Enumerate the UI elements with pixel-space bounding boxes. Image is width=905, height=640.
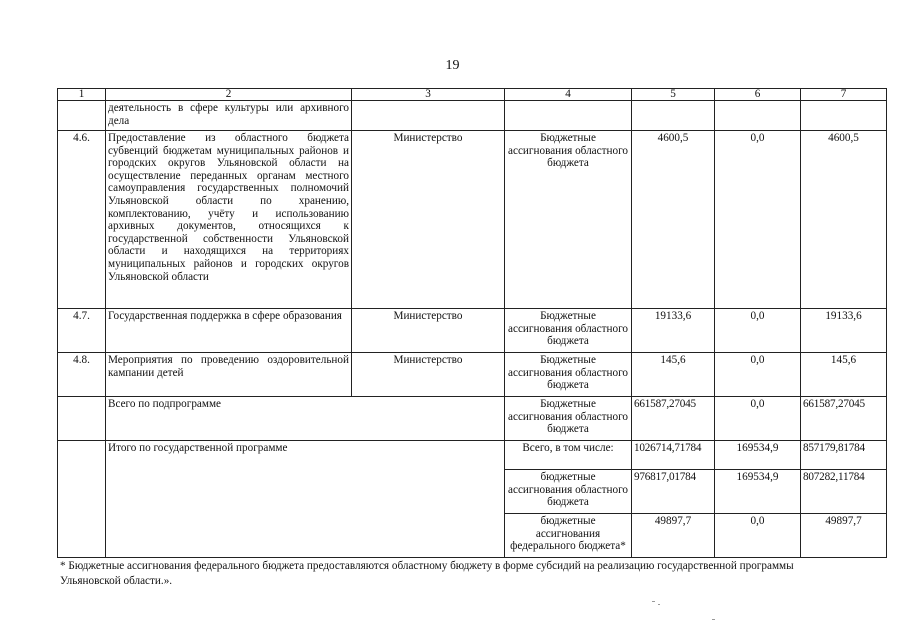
table-row (58, 101, 887, 131)
total-col7: 807282,11784 (801, 470, 887, 514)
column-number: 4 (505, 89, 632, 101)
total-col6: 169534,9 (715, 470, 801, 514)
row-col6: 0,0 (715, 309, 801, 353)
total-col5: 1026714,71784 (632, 441, 715, 470)
subtotal-row (58, 397, 887, 441)
scan-speck (712, 619, 715, 620)
total-col6: 0,0 (715, 514, 801, 558)
subtotal-col5: 661587,27045 (632, 397, 715, 441)
column-number: 6 (715, 89, 801, 101)
row-col6 (715, 101, 801, 131)
total-col5: 976817,01784 (632, 470, 715, 514)
subtotal-col7: 661587,27045 (801, 397, 887, 441)
table-row (58, 353, 887, 397)
table-row (58, 131, 887, 309)
row-executor: Министерство (352, 353, 505, 397)
page-number: 19 (445, 58, 460, 73)
total-label: Итого по государственной программе (106, 441, 505, 558)
row-col7 (801, 101, 887, 131)
row-number (58, 101, 106, 131)
subtotal-source: Бюджетные ассигнования областного бюджета (505, 397, 632, 441)
total-col7: 49897,7 (801, 514, 887, 558)
total-source: Всего, в том числе: (505, 441, 632, 470)
column-number: 7 (801, 89, 887, 101)
total-row (58, 441, 887, 470)
row-col7: 19133,6 (801, 309, 887, 353)
total-col6: 169534,9 (715, 441, 801, 470)
column-number: 1 (58, 89, 106, 101)
row-col7: 145,6 (801, 353, 887, 397)
column-number: 5 (632, 89, 715, 101)
subtotal-col6: 0,0 (715, 397, 801, 441)
row-executor (352, 101, 505, 131)
row-name: деятельность в сфере культуры или архивного дела (106, 101, 352, 131)
row-col5: 4600,5 (632, 131, 715, 309)
table-row (58, 309, 887, 353)
row-number (58, 441, 106, 558)
footnote: * Бюджетные ассигнования федерального бюджета предоставляются областному бюджету в форме субсидий на реализацию государственной программы Ульяновской области.». (60, 560, 794, 587)
row-executor: Министерство (352, 131, 505, 309)
column-numbers-row (58, 89, 887, 101)
row-source (505, 101, 632, 131)
row-executor: Министерство (352, 309, 505, 353)
row-number: 4.7. (58, 309, 106, 353)
total-source: бюджетные ассигнования федерального бюджета* (505, 514, 632, 558)
scan-speck (652, 601, 655, 602)
row-name: Государственная поддержка в сфере образования (106, 309, 352, 353)
total-col5: 49897,7 (632, 514, 715, 558)
row-number: 4.8. (58, 353, 106, 397)
row-col5: 19133,6 (632, 309, 715, 353)
row-source: Бюджетные ассигнования областного бюджета (505, 309, 632, 353)
row-col5 (632, 101, 715, 131)
scan-speck (658, 604, 660, 605)
row-name: Мероприятия по проведению оздоровительной кампании детей (106, 353, 352, 397)
total-col7: 857179,81784 (801, 441, 887, 470)
row-col5: 145,6 (632, 353, 715, 397)
row-number (58, 397, 106, 441)
column-number: 3 (352, 89, 505, 101)
row-number: 4.6. (58, 131, 106, 309)
subtotal-label: Всего по подпрограмме (106, 397, 505, 441)
budget-table (57, 88, 887, 558)
row-name: Предоставление из областного бюджета субвенций бюджетам муниципальных районов и городских округов Ульяновской области на осуществление переданных органам местного самоуправления государственных полномочий Ульяновской области по хранению, комплектованию, учёту и использованию архивных документов, относящихся к государственной собственности Ульяновской области и находящихся на территориях муниципальных районов и городских округов Ульяновской области (106, 131, 352, 309)
row-col7: 4600,5 (801, 131, 887, 309)
row-source: Бюджетные ассигнования областного бюджета (505, 131, 632, 309)
row-source: Бюджетные ассигнования областного бюджета (505, 353, 632, 397)
total-source: бюджетные ассигнования областного бюджета (505, 470, 632, 514)
column-number: 2 (106, 89, 352, 101)
row-col6: 0,0 (715, 353, 801, 397)
row-col6: 0,0 (715, 131, 801, 309)
